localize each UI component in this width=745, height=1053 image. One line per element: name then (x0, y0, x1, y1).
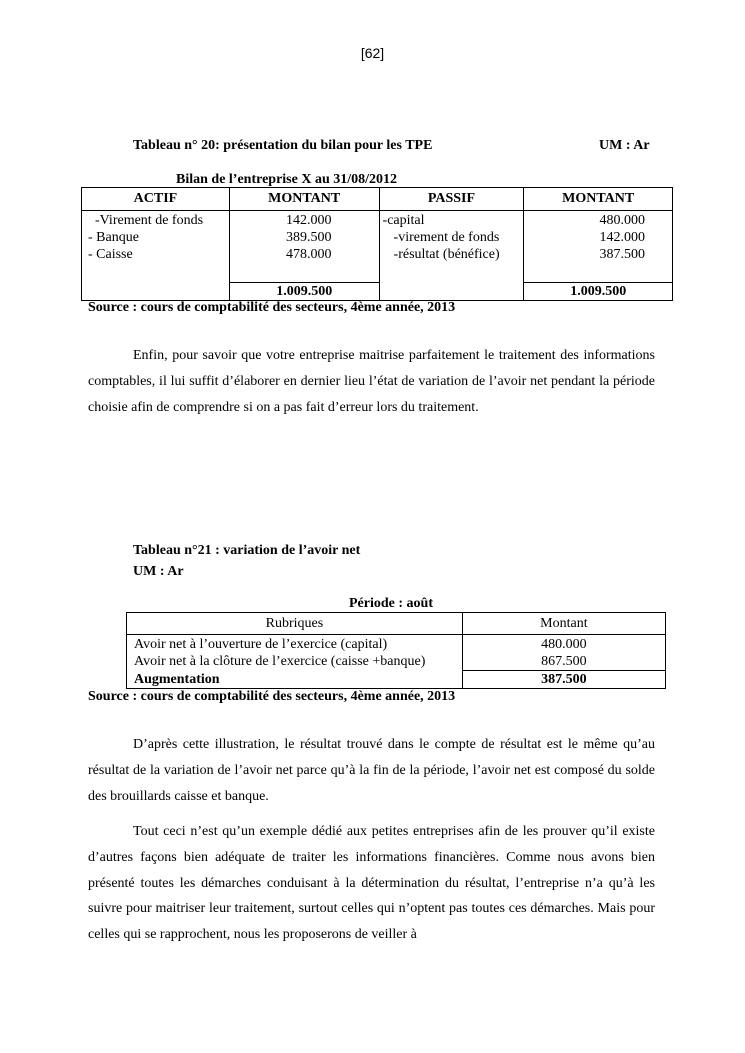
header-montant: Montant (462, 613, 665, 635)
passif-montant-cell (524, 211, 673, 283)
augmentation-value: 387.500 (462, 671, 665, 689)
page-number: [62] (360, 45, 385, 61)
paragraph-3-text: Tout ceci n’est qu’un exemple dédié aux petites entreprises afin de les prouver qu’il existe d’autres façons bien adéquate de traiter les informations financières. Comme nous avons bien présenté toutes les démarches conduisant à la détermination du résultat, l’entreprise n’a qu’à les suivre pour maitriser leur traitement, surtout celles qui n’optent pas toutes ces démarches. Mais pour celles qui se rapprochent, nous les proposerons de veiller à (88, 824, 655, 943)
header-passif: PASSIF (379, 188, 524, 211)
table21-unit: UM : Ar (133, 564, 184, 579)
avoir-net-table (126, 612, 666, 689)
table20-title: Tableau n° 20: présentation du bilan pour les TPE (133, 138, 433, 153)
table-row-label (127, 653, 463, 671)
table-row-value (462, 635, 665, 654)
passif-cell (379, 211, 524, 301)
actif-montant-cell (229, 211, 379, 283)
table20-source: Source : cours de comptabilité des secteurs, 4ème année, 2013 (88, 300, 456, 315)
row-value: 867.500 (541, 654, 587, 669)
actif-item: - Banque (88, 230, 139, 245)
header-montant-actif: MONTANT (229, 188, 379, 211)
passif-montant: 142.000 (599, 230, 645, 245)
header-montant-passif: MONTANT (524, 188, 673, 211)
passif-item: -résultat (bénéfice) (393, 247, 500, 262)
passif-item: -capital (382, 213, 425, 228)
paragraph-2 (88, 732, 655, 809)
table21-periode: Période : août (349, 596, 433, 611)
table21-title: Tableau n°21 : variation de l’avoir net (133, 543, 361, 558)
table-row-label (127, 635, 463, 654)
row-label: Avoir net à l’ouverture de l’exercice (capital) (134, 637, 388, 652)
table21-source: Source : cours de comptabilité des secteurs, 4ème année, 2013 (88, 689, 456, 704)
row-label: Avoir net à la clôture de l’exercice (caisse +banque) (134, 654, 426, 669)
total-actif: 1.009.500 (229, 283, 379, 301)
actif-montant: 389.500 (286, 230, 332, 245)
table20-unit: UM : Ar (599, 138, 650, 153)
paragraph-1-text: Enfin, pour savoir que votre entreprise maitrise parfaitement le traitement des informations comptables, il lui suffit d’élaborer en dernier lieu l’état de variation de l’avoir net pendant la période choisie afin de comprendre si on a pas fait d’erreur lors du traitement. (88, 348, 655, 415)
passif-item: -virement de fonds (393, 230, 500, 245)
paragraph-2-text: D’après cette illustration, le résultat trouvé dans le compte de résultat est le même qu’au résultat de la variation de l’avoir net parce qu’à la fin de la période, l’avoir net est composé du solde des brouillards caisse et banque. (88, 737, 655, 804)
actif-item: -Virement de fonds (95, 213, 204, 228)
table-row-value (462, 653, 665, 671)
passif-montant: 387.500 (599, 247, 645, 262)
paragraph-3 (88, 819, 655, 948)
total-passif: 1.009.500 (524, 283, 673, 301)
row-value: 480.000 (541, 637, 587, 652)
actif-montant: 142.000 (286, 213, 332, 228)
passif-montant: 480.000 (599, 213, 645, 228)
bilan-table (81, 187, 673, 301)
actif-cell (82, 211, 230, 301)
table20-subtitle: Bilan de l’entreprise X au 31/08/2012 (176, 172, 398, 187)
actif-montant: 478.000 (286, 247, 332, 262)
header-actif: ACTIF (82, 188, 230, 211)
paragraph-1 (88, 343, 655, 420)
augmentation-label: Augmentation (127, 671, 463, 689)
header-rubriques: Rubriques (127, 613, 463, 635)
actif-item: - Caisse (88, 247, 133, 262)
